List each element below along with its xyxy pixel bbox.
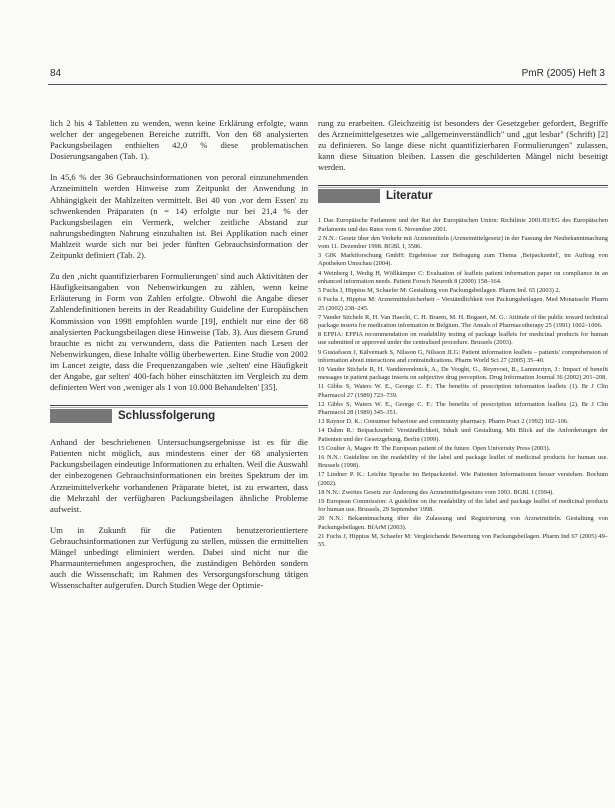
reference-item: 2 N.N.: Gesetz über den Verkehr mit Arzneimitteln (Arzneimittelgesetz) in der Fassung der Neubekanntmachung vom 11. Dezember 1998. BGBl. I, 3586. [318, 234, 608, 251]
reference-item: 14 Dahm R.: Beipackzettel: Verständlichkeit, Inhalt und Gestaltung. Mit Blick auf die Anforderungen der Patienten und der Gesetzgebung. Berlin (1999). [318, 427, 608, 443]
reference-item: 13 Raynor D. K.: Consumer behaviour and community pharmacy. Pharm Pract 2 (1992) 102–106. [318, 418, 569, 426]
body-paragraph: rung zu erarbeiten. Gleichzeitig ist besonders der Gesetzgeber gefordert, Begriffe des Arzneimittelgesetzes wie „allgemeinverständlich" und „gut lesbar" (Schrift) [2] zu definieren. So lange diese nicht quantifizierbaren Formulierungen" zulassen, kann diese Situation bleiben. Lassen die geschilderten Mängel nicht beseitigt werden. [318, 118, 608, 173]
reference-item: 3 GfK Marktforschung GmbH: Ergebnisse zur Befragung zum Thema ‚Beipackzettel', im Auftrag von Apotheken Umschau (2004). [318, 252, 608, 268]
body-paragraph: Anhand der beschriebenen Untersuchungsergebnisse ist es für die Patienten nicht möglich, aus mindestens einer der 68 analysierten Packungsbeilagen eindeutige Informationen zu erhalten. Weil die Auswahl der einbezogenen Gebrauchsinformationen ein breites Spektrum der im Arzneimittelverkehr vorhandenen Präparate bietet, ist zu erwarten, dass die Mehrzahl der verfügbaren Packungsbeilagen ähnliche Probleme aufweist. [50, 437, 308, 514]
page-number: 84 [50, 68, 62, 79]
body-paragraph: Zu den ‚nicht quantifizierbaren Formulierungen' sind auch Aktivitäten der Häufigkeitsangaben von Nebenwirkungen zu zählen, wenn keine Erläuterung in Form von Zahlen erfolgte. Obwohl die Angabe dieser Zahlendefinitionen bereits in der Readability Guideline der Europäischen Kommission von 1998 empfohlen wurde [19], enthielt nur eine der 68 analysierten Packungsbeilagen diese Hinweise (Tab. 3). Aus diesem Grund brauchte es nicht zu verwundern, dass die Patienten nach Lesen der Nebenwirkungen, diese Inhalte völlig überbewerten. Eine Studie von 2002 im Lancet zeigte, dass die Frequenzangaben wie ‚selten' eine Häufigkeit der Angabe, gar selten' 400-fach höher einschätzten im Vergleich zu dem definierten Wert von ‚weniger als 1 von 10.000 Behandelten' [35]. [50, 271, 308, 393]
heading-rule-light [50, 407, 308, 408]
reference-item: 17 Lindner P. K.: Leichte Sprache im Beipackzettel. Wie Patienten Informationen besser verstehen. Bochum (2002). [318, 471, 608, 487]
running-header [50, 68, 605, 82]
reference-item: 18 N.N.: Zweites Gesetz zur Änderung des Arzneimittelgesetzes vom 1993. BGBl. I (1994). [318, 488, 554, 496]
reference-item: 1 Das Europäische Parlament und der Rat der Europäischen Union: Richtlinie 2001/83/EG des Europäischen Parlaments und des Rates vom 6. November 2001. [318, 217, 608, 233]
reference-item: 12 Gibbs S, Waters W. E., George C. F.: The benefits of prescription information leaflets (2). Br J Clin Pharmacol 28 (1989) 345–351. [318, 400, 608, 416]
reference-item: 9 Gustafsson J, Kälvemark S, Nilsson G, Nilsson JLG: Patient information leaflets – patients' comprehension of information about interactions and contraindications. Pharm World Sci 27 (2005) 35–40. [318, 348, 608, 364]
right-column [318, 118, 608, 550]
heading-marker [50, 409, 112, 423]
reference-item: 20 N.N.: Bekanntmachung über die Zulassung und Registrierung von Arzneimitteln. Gestaltung von Packungsbeilagen. BfArM (2003). [318, 515, 608, 531]
heading-rule [318, 185, 608, 186]
reference-item: 16 N.N.: Guideline on the readability of the label and package leaflet of medicinal products for human use. Brussels (1998). [318, 453, 608, 470]
heading-marker [318, 189, 380, 203]
section-heading-schlussfolgerung [50, 409, 308, 425]
section-heading-text: Schlussfolgerung [118, 410, 216, 423]
reference-item: 15 Coulter A, Magee H: The European patient of the future. Open University Press (2003). [318, 444, 551, 452]
reference-item: 4 Weinberg I, Wedig H, Wöllkämper C: Evaluation of leaflets patient information paper on compliance in an enhanced information needs. Patient Forsch Neuroth 8 (2000) 158–164. [318, 269, 608, 285]
header-rule [48, 84, 607, 85]
reference-list [318, 217, 608, 549]
left-column [50, 118, 308, 601]
reference-item: 7 Vander Stichele R, H. Van Haecht, C. H. Braem, M. H. Bogaert, M. G.: Attitude of the public toward technical package inserts for medication information in Belgium. The Annals of Pharmacotherapy 25 (1991) 1002–1006. [318, 313, 608, 329]
heading-rule [50, 405, 308, 406]
reference-item: 8 EFPIA: EFPIA recommendation on readability testing of package leaflets for medicinal products for human use submitted or approved under the centralised procedure. Brussels (2003). [318, 331, 608, 347]
body-paragraph: In 45,6 % der 36 Gebrauchsinformationen von peroral einzunehmenden Arzneimitteln werden Hinweise zum Zeitpunkt der Anwendung in Abhängigkeit der Mahlzeiten vermittelt. Bei 40 von ,vor dem Essen' zu schwenkenden Präparaten (n = 14) erfolgte nur bei 21,4 % der Packungsbeilagen ein Vermerk, welcher zeitliche Abstand zur nahrungsbedingten Nahrung einzuhalten ist. Bei Applikation nach einer Mahlzeit wurde sich nur bei jeder fünften Gebrauchsinformation der Zeitpunkt definiert (Tab. 2). [50, 172, 308, 261]
section-heading-literatur [318, 189, 608, 205]
reference-item: 19 European Commission: A guideline on the readability of the label and package leaflet of medicinal products for human use. Brussels, 29 September 1998. [318, 497, 608, 514]
section-heading-text: Literatur [386, 190, 433, 203]
body-paragraph: lich 2 bis 4 Tabletten zu wenden, wenn keine Erklärung erfolgte, wann welcher der angegebenen Bereiche zutrifft. Von den 68 analysierten Packungsbeilagen enthielten 42,0 % diese problematischen Dosierungsangaben (Tab. 1). [50, 118, 308, 162]
journal-reference: PmR (2005) Heft 3 [521, 68, 605, 79]
heading-rule-light [318, 187, 608, 188]
reference-item: 5 Fuchs J, Hippius M, Schaefer M: Gestaltung von Packungsbeilagen. Pharm Ind. 65 (2003) 2. [318, 287, 561, 295]
reference-item: 11 Gibbs S, Waters W. E., George C. F.: The benefits of prescription information leaflets (1). Br J Clin Pharmacol 27 (1989) 723–739. [318, 383, 608, 399]
reference-item: 21 Fuchs J, Hippius M, Schaefer M: Vergleichende Bewertung von Packungsbeilagen. Pharm Ind 67 (2005) 49–55. [318, 532, 608, 548]
body-paragraph: Um in Zukunft für die Patienten benutzerorientiertere Gebrauchsinformationen zur Verfügung zu stellen, müssen die ermittelten Mängel unbedingt eliminiert werden. Dabei sind nicht nur die Pharmaunternehmen angesprochen, die zuständigen Behörden sondern auch die Wissenschaft; im Rahmen des Versorgungsforschung tätigen Wissenschafter aufgerufen. Durch Studien Wege der Optimie- [50, 524, 308, 591]
reference-item: 6 Fuchs J, Hippius M: Arzneimittelsicherheit – Verständlichkeit von Packungsbeilagen. Med Monatsschr Pharm 25 (2002) 238–245. [318, 296, 608, 312]
reference-item: 10 Vander Stichele R, H. Vandierendonck, A., De Vooght, G., Reynvoet, B., Lammertyn, J.: Impact of benefit messages in patient package inserts on subjective drug perception. Drug Information Journal 36 (2002) 201–208. [318, 365, 608, 382]
